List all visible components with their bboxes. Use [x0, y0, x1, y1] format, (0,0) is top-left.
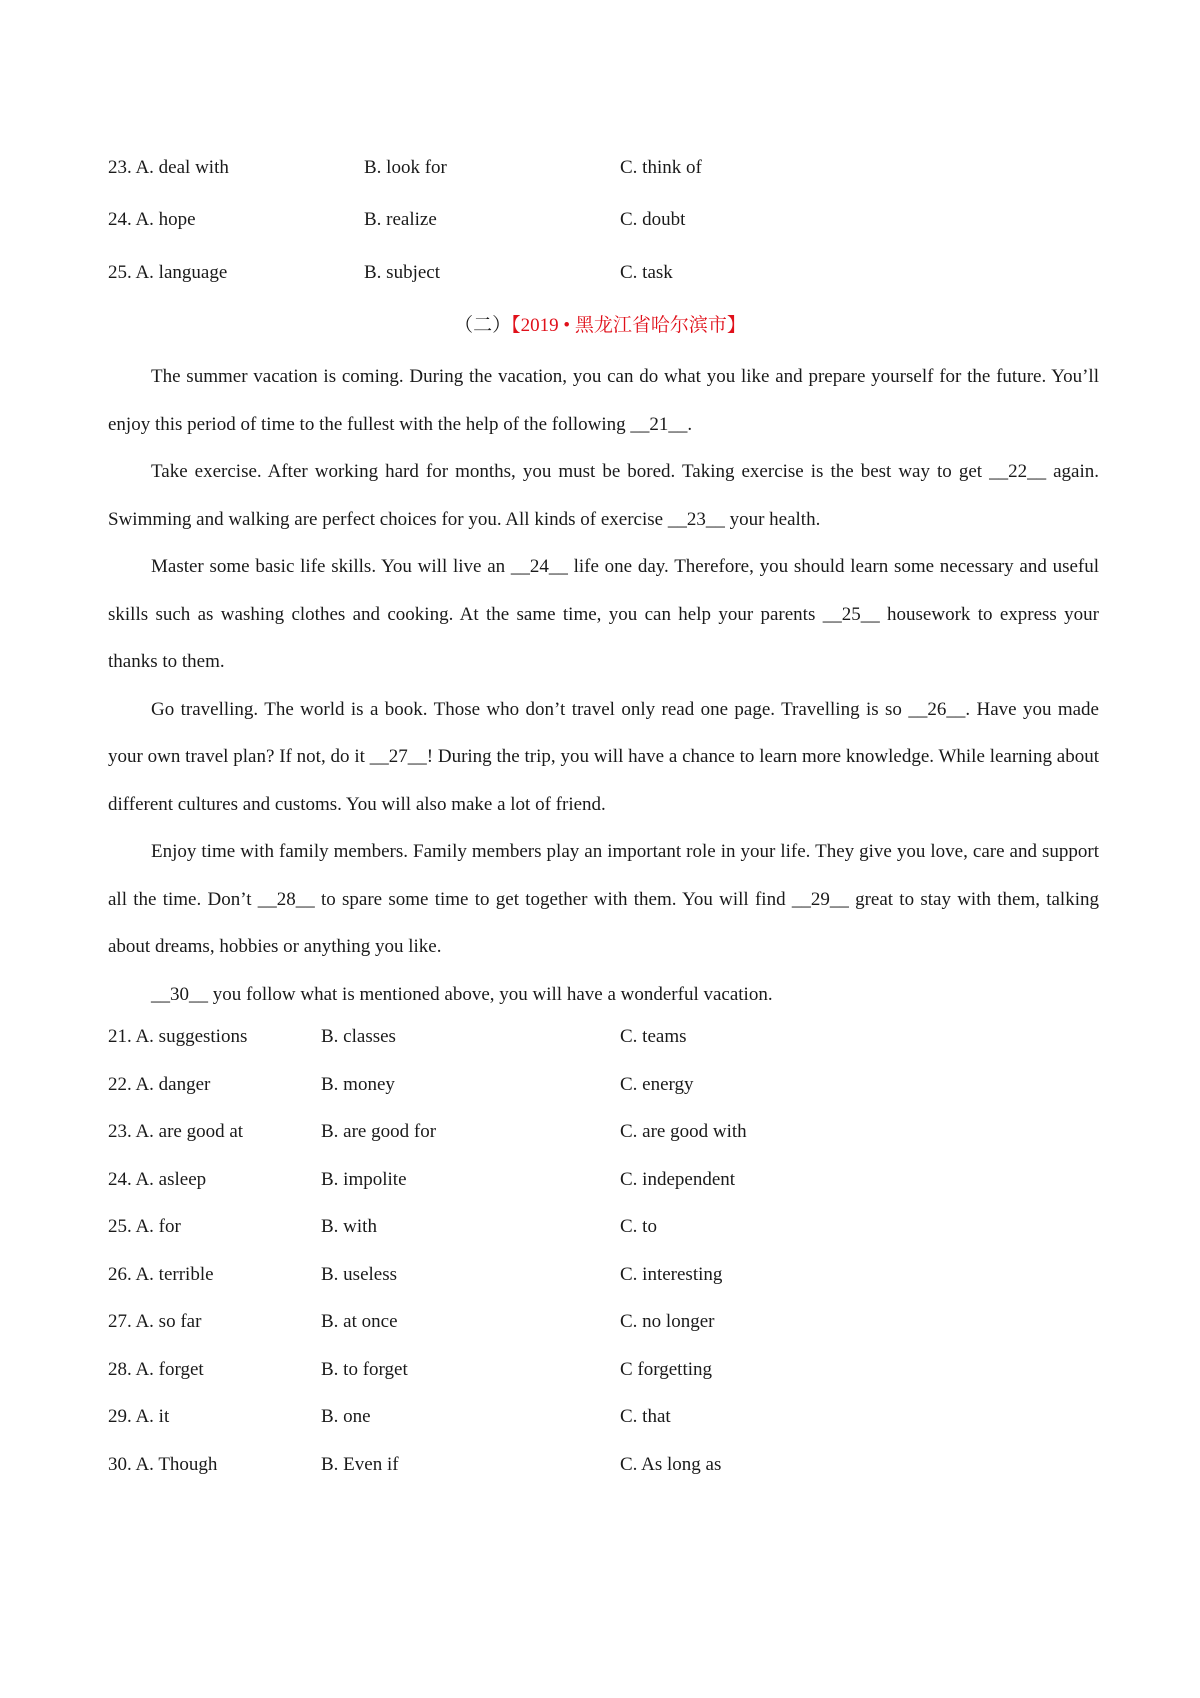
- option-c: C forgetting: [620, 1359, 713, 1380]
- option-b: B. useless: [321, 1264, 397, 1285]
- option-c: C. As long as: [620, 1454, 722, 1475]
- option-b: B. impolite: [321, 1169, 407, 1190]
- option-c: C. doubt: [620, 209, 686, 230]
- option-c: C. to: [620, 1216, 657, 1237]
- passage-paragraph: The summer vacation is coming. During the vacation, you can do what you like and prepare yourself for the future. You’ll enjoy this period of time to the fullest with the help of the following __21__.: [108, 366, 1099, 435]
- option-row-24: [108, 205, 1108, 235]
- option-c: C. teams: [620, 1026, 687, 1047]
- option-a: 21. A. suggestions: [108, 1026, 248, 1047]
- option-c: C. energy: [620, 1074, 694, 1095]
- section-number: （二）: [454, 315, 512, 336]
- option-row-25: [108, 1212, 1108, 1242]
- option-a: 30. A. Though: [108, 1454, 218, 1475]
- passage-paragraph: Take exercise. After working hard for months, you must be bored. Taking exercise is the best way to get __22__ again. Swimming and walking are perfect choices for you. All kinds of exercise __23__ your health.: [108, 461, 1099, 530]
- option-a: 26. A. terrible: [108, 1264, 214, 1285]
- option-row-29: [108, 1402, 1108, 1432]
- option-row-23: [108, 153, 1108, 183]
- passage-paragraph: __30__ you follow what is mentioned above, you will have a wonderful vacation.: [151, 983, 773, 1005]
- option-row-24: [108, 1165, 1108, 1195]
- option-row-30: [108, 1450, 1108, 1480]
- option-b: B. look for: [364, 157, 447, 178]
- option-b: B. money: [321, 1074, 395, 1095]
- option-row-26: [108, 1260, 1108, 1290]
- option-b: B. at once: [321, 1311, 398, 1332]
- option-a: 25. A. for: [108, 1216, 181, 1237]
- option-b: B. classes: [321, 1026, 396, 1047]
- option-a: 27. A. so far: [108, 1311, 202, 1332]
- section-heading: [0, 311, 1200, 341]
- option-b: B. Even if: [321, 1454, 399, 1475]
- option-c: C. that: [620, 1406, 671, 1427]
- option-a: 24. A. hope: [108, 209, 196, 230]
- option-b: B. are good for: [321, 1121, 437, 1142]
- option-c: C. interesting: [620, 1264, 723, 1285]
- option-b: B. to forget: [321, 1359, 408, 1380]
- option-a: 24. A. asleep: [108, 1169, 207, 1190]
- option-a: 23. A. deal with: [108, 157, 229, 178]
- passage-paragraph: Enjoy time with family members. Family members play an important role in your life. They give you love, care and support all the time. Don’t __28__ to spare some time to get together with them. You will find __29__ great to stay with them, talking about dreams, hobbies or anything you like.: [108, 841, 1099, 957]
- option-a: 29. A. it: [108, 1406, 170, 1427]
- cloze-passage: [108, 353, 1099, 1018]
- option-a: 25. A. language: [108, 262, 228, 283]
- option-b: B. with: [321, 1216, 377, 1237]
- option-row-23: [108, 1117, 1108, 1147]
- option-row-28: [108, 1355, 1108, 1385]
- option-a: 22. A. danger: [108, 1074, 211, 1095]
- option-a: 28. A. forget: [108, 1359, 204, 1380]
- option-b: B. one: [321, 1406, 371, 1427]
- option-c: C. independent: [620, 1169, 736, 1190]
- option-row-22: [108, 1070, 1108, 1100]
- passage-paragraph: Go travelling. The world is a book. Those who don’t travel only read one page. Travelling is so __26__. Have you made your own travel plan? If not, do it __27__! During the trip, you will have a chance to learn more knowledge. While learning about different cultures and customs. You will also make a lot of friend.: [108, 698, 1099, 815]
- option-b: B. realize: [364, 209, 437, 230]
- option-row-21: [108, 1022, 1108, 1052]
- option-c: C. task: [620, 262, 673, 283]
- option-c: C. think of: [620, 157, 702, 178]
- option-b: B. subject: [364, 262, 440, 283]
- option-c: C. no longer: [620, 1311, 715, 1332]
- option-row-27: [108, 1307, 1108, 1337]
- section-source: 【2019 • 黑龙江省哈尔滨市】: [511, 315, 746, 336]
- passage-paragraph: Master some basic life skills. You will live an __24__ life one day. Therefore, you should learn some necessary and useful skills such as washing clothes and cooking. At the same time, you can help your parents __25__ housework to express your thanks to them.: [108, 556, 1099, 672]
- option-c: C. are good with: [620, 1121, 747, 1142]
- option-row-25: [108, 258, 1108, 288]
- option-a: 23. A. are good at: [108, 1121, 244, 1142]
